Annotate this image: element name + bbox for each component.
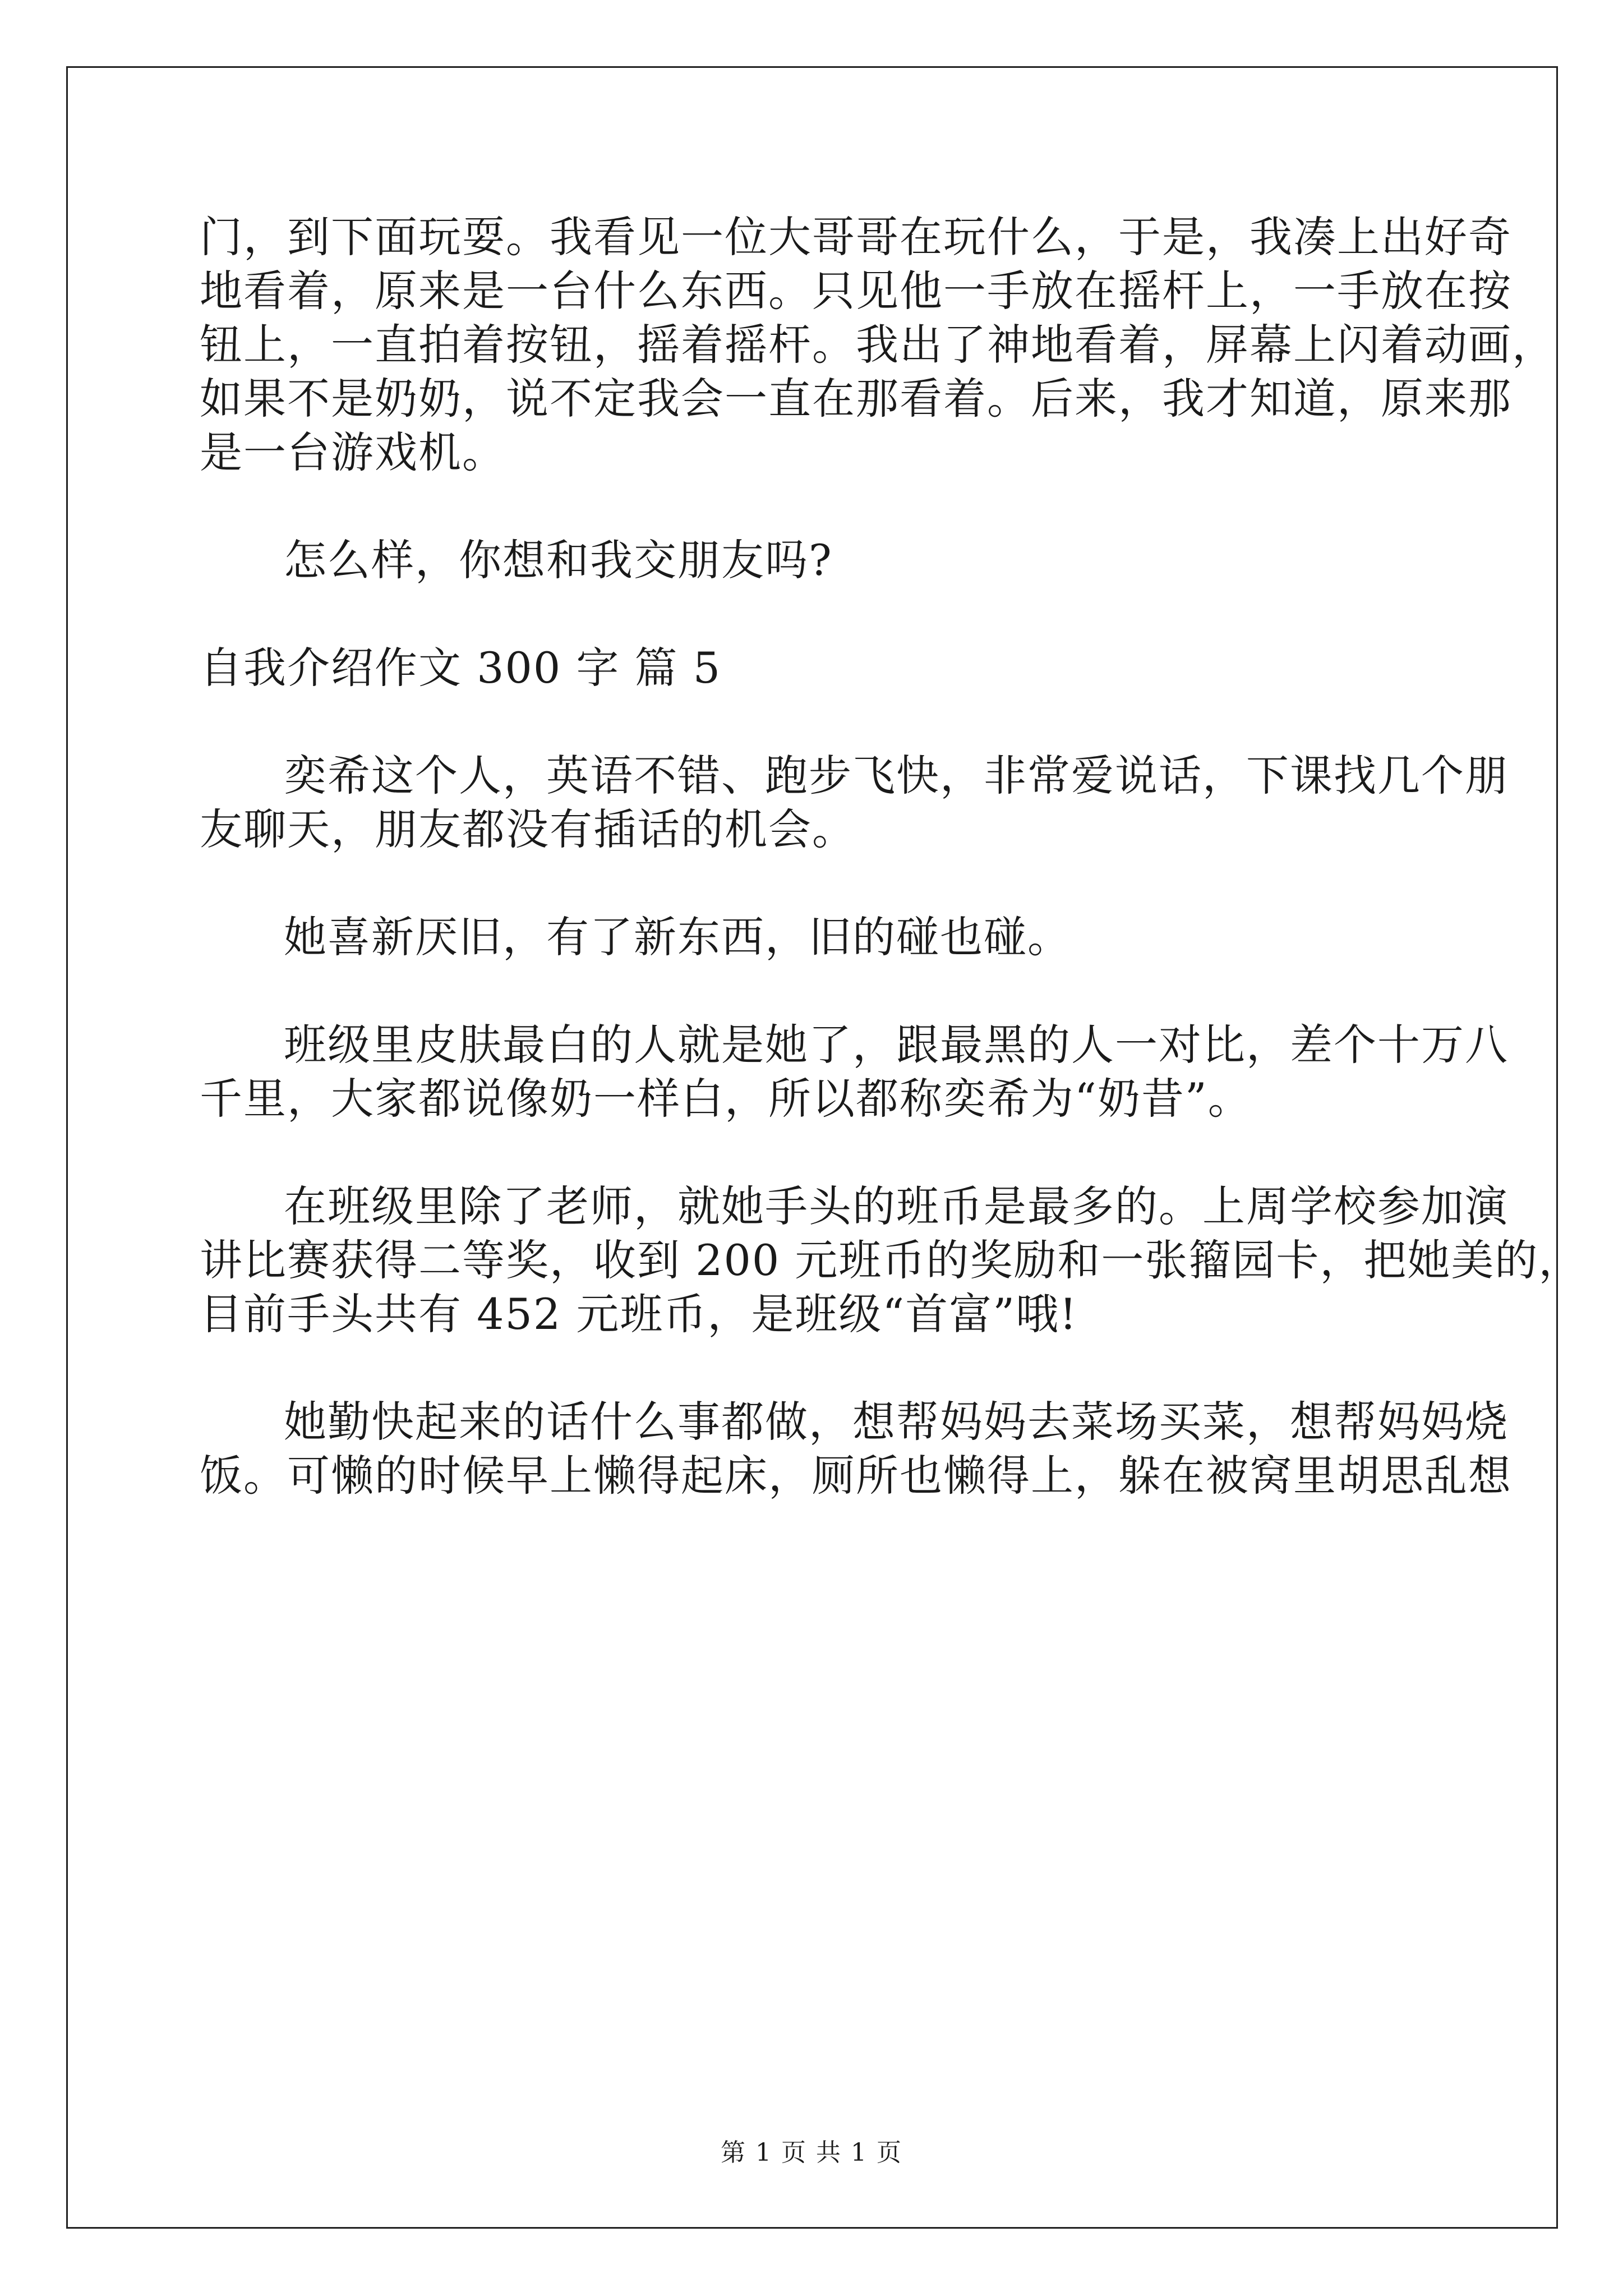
paragraph xyxy=(200,1180,1583,1341)
paragraph xyxy=(200,1395,1512,1503)
text-line: 班级里皮肤最白的人就是她了，跟最黑的人一对比，差个十万八 xyxy=(284,1020,1509,1070)
text-line: 是一台游戏机。 xyxy=(200,427,506,477)
text-line: 友聊天，朋友都没有插话的机会。 xyxy=(200,804,856,854)
page-footer: 第 1 页 共 1 页 xyxy=(721,2138,902,2167)
paragraph xyxy=(200,533,1461,587)
paragraph xyxy=(200,1018,1509,1126)
text-line: 门，到下面玩耍。我看见一位大哥哥在玩什么，于是，我凑上出好奇 xyxy=(200,212,1512,262)
paragraph xyxy=(200,749,1509,857)
text-line: 奕希这个人，英语不错、跑步飞快，非常爱说话，下课找几个朋 xyxy=(284,751,1509,800)
text-line: 讲比赛获得二等奖，收到 200 元班币的奖励和一张籀园卡，把她美的， xyxy=(200,1235,1583,1285)
paragraph xyxy=(200,210,1556,480)
text-line: 千里，大家都说像奶一样白，所以都称奕希为“奶昔”。 xyxy=(200,1074,1252,1124)
text-line: 如果不是奶奶，说不定我会一直在那看着。后来，我才知道，原来那 xyxy=(200,374,1512,424)
text-line: 目前手头共有 452 元班币，是班级“首富”哦! xyxy=(200,1289,1078,1339)
section-heading xyxy=(200,641,1461,695)
text-line: 钮上，一直拍着按钮，摇着摇杆。我出了神地看着，屏幕上闪着动画， xyxy=(200,320,1556,370)
text-line: 饭。可懒的时候早上懒得起床，厕所也懒得上，躲在被窝里胡思乱想 xyxy=(200,1451,1512,1501)
document-body xyxy=(200,210,1583,1503)
text-line: 她勤快起来的话什么事都做，想帮妈妈去菜场买菜，想帮妈妈烧 xyxy=(284,1397,1509,1447)
text-line: 地看着，原来是一台什么东西。只见他一手放在摇杆上，一手放在按 xyxy=(200,266,1512,316)
text-line: 在班级里除了老师，就她手头的班币是最多的。上周学校参加演 xyxy=(284,1181,1509,1231)
text-line: 自我介绍作文 300 字 篇 5 xyxy=(200,643,722,693)
text-line: 她喜新厌旧，有了新东西，旧的碰也碰。 xyxy=(284,912,1071,962)
text-line: 怎么样，你想和我交朋友吗? xyxy=(284,535,833,585)
paragraph xyxy=(200,910,1461,964)
